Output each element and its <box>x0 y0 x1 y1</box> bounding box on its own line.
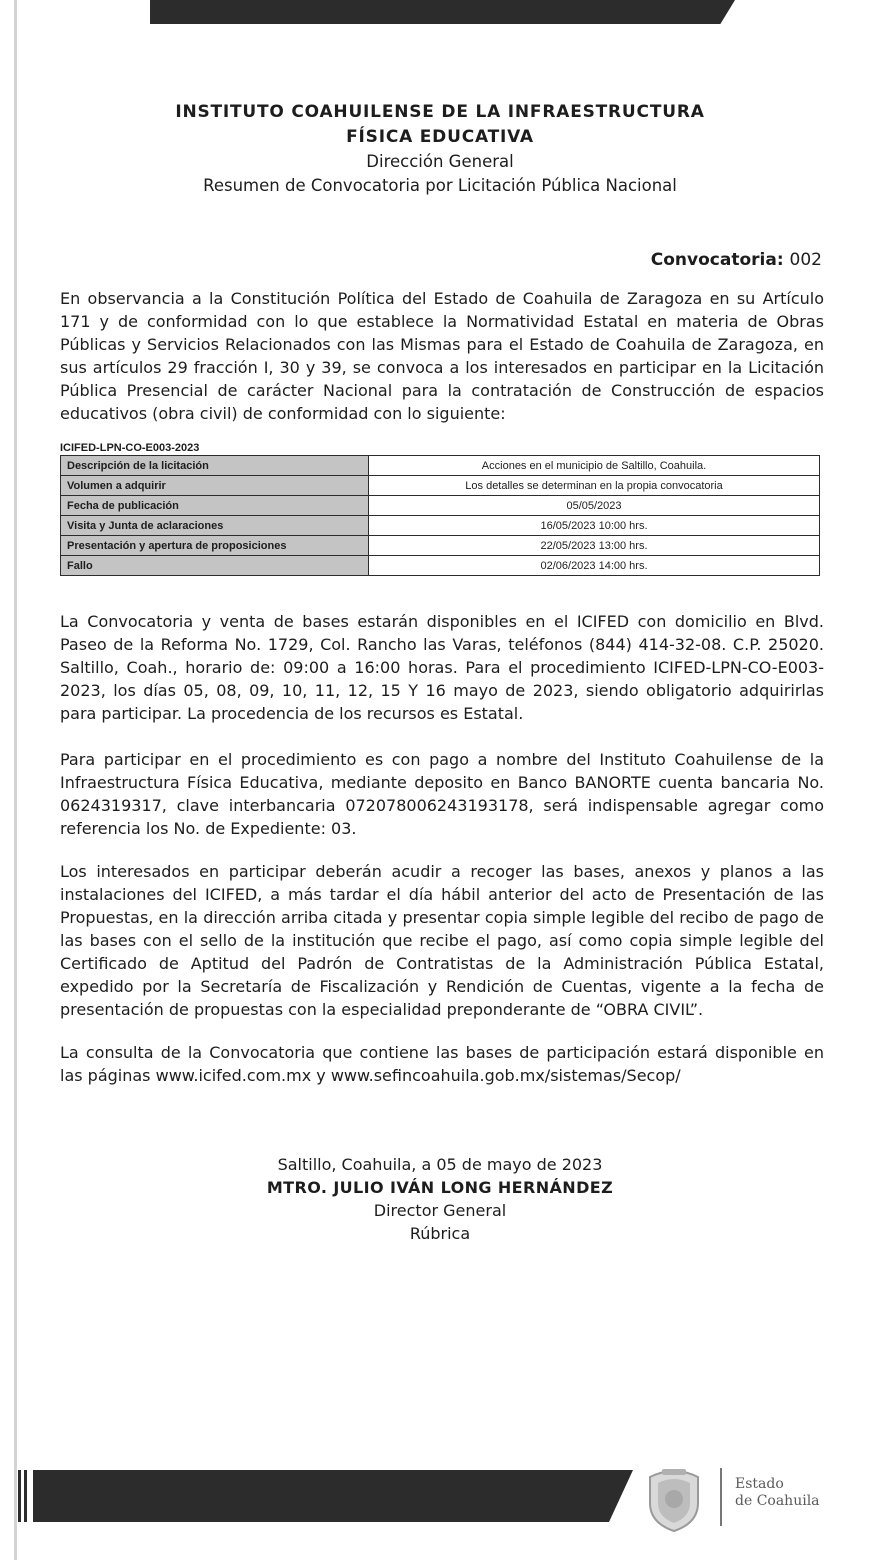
table-row <box>61 496 820 516</box>
table-row-value: 22/05/2023 13:00 hrs. <box>369 536 820 556</box>
consultation-paragraph: La consulta de la Convocatoria que contiene las bases de participación estará disponible en las páginas www.icifed.com.mx y www.sefincoahuila.gob.mx/sistemas/Secop/ <box>60 1043 824 1085</box>
direction-title: Dirección General <box>366 152 514 171</box>
table-row-label: Presentación y apertura de proposiciones <box>61 536 369 556</box>
signatory-name: MTRO. JULIO IVÁN LONG HERNÁNDEZ <box>266 1178 614 1197</box>
table-row <box>61 536 820 556</box>
signatory-title: Director General <box>373 1201 507 1220</box>
table-row-value: 02/06/2023 14:00 hrs. <box>369 556 820 576</box>
convocatoria-value: 002 <box>789 250 822 270</box>
logo-text-line1: Estado <box>735 1476 784 1492</box>
table-row-value: Acciones en el municipio de Saltillo, Coahuila. <box>369 456 820 476</box>
institute-name-line2: FÍSICA EDUCATIVA <box>346 127 534 147</box>
procedure-code: ICIFED-LPN-CO-E003-2023 <box>60 442 200 454</box>
institute-name-line1: INSTITUTO COAHUILENSE DE LA INFRAESTRUCTURA <box>175 102 705 122</box>
document-subtitle: Resumen de Convocatoria por Licitación Pública Nacional <box>203 176 677 195</box>
table-row-value: Los detalles se determinan en la propia convocatoria <box>369 476 820 496</box>
bases-availability-paragraph: La Convocatoria y venta de bases estarán disponibles en el ICIFED con domicilio en Blvd. Paseo de la Reforma No. 1729, Col. Rancho las Varas, teléfonos (844) 414-32-08. C.P. 25020. Saltillo, Coah., horario de: 09:00 a 16:00 horas. Para el procedimiento ICIFED-LPN-CO-E003-2023, los días 05, 08, 09, 10, 11, 12, 15 Y 16 mayo de 2023, siendo obligatorio adquirirlas para participar. La procedencia de los recursos es Estatal. <box>60 612 824 723</box>
signature-block <box>60 1153 820 1245</box>
table-row-label: Volumen a adquirir <box>61 476 369 496</box>
table-row-label: Fecha de publicación <box>61 496 369 516</box>
signature-rubrica: Rúbrica <box>409 1224 471 1243</box>
requirements-paragraph: Los interesados en participar deberán acudir a recoger las bases, anexos y planos a las instalaciones del ICIFED, a más tardar el día hábil anterior del acto de Presentación de las Propuestas, en la dirección arriba citada y presentar copia simple legible del recibo de pago de las bases con el sello de la institución que recibe el pago, así como copia simple legible del Certificado de Aptitud del Padrón de Contratistas de la Administración Pública Estatal, expedido por la Secretaría de Fiscalización y Rendición de Cuentas, vigente a la fecha de presentación de propuestas con la especialidad preponderante de “OBRA CIVIL”. <box>60 862 824 1019</box>
bottom-decorative-band <box>33 1470 633 1522</box>
state-logo-text <box>735 1476 820 1510</box>
intro-paragraph: En observancia a la Constitución Política del Estado de Coahuila de Zaragoza en su Artículo 171 y de conformidad con lo que establece la Normatividad Estatal en materia de Obras Públicas y Servicios Relacionados con las Mismas para el Estado de Coahuila de Zaragoza, en sus artículos 29 fracción I, 30 y 39, se convoca a los interesados en participar en la Licitación Pública Presencial de carácter Nacional para la contratación de Construcción de espacios educativos (obra civil) de conformidad con lo siguiente: <box>60 289 824 423</box>
table-row-label: Fallo <box>61 556 369 576</box>
bottom-stripe-bars <box>18 1470 30 1522</box>
table-row <box>61 516 820 536</box>
table-row-value: 16/05/2023 10:00 hrs. <box>369 516 820 536</box>
top-decorative-band <box>150 0 735 24</box>
table-row <box>61 456 820 476</box>
table-row-value: 05/05/2023 <box>369 496 820 516</box>
left-margin-rule <box>14 0 17 1560</box>
logo-separator <box>720 1468 722 1526</box>
table-row <box>61 556 820 576</box>
payment-paragraph: Para participar en el procedimiento es con pago a nombre del Instituto Coahuilense de la Infraestructura Física Educativa, mediante deposito en Banco BANORTE cuenta bancaria No. 0624319317, clave interbancaria 072078006243193178, será indispensable agregar como referencia los No. de Expediente: 03. <box>60 750 824 838</box>
state-seal-icon <box>640 1463 708 1533</box>
table-row <box>61 476 820 496</box>
logo-text-line2: de Coahuila <box>735 1493 820 1509</box>
convocatoria-label: Convocatoria: <box>650 250 784 270</box>
convocatoria-number <box>651 250 822 270</box>
table-row-label: Visita y Junta de aclaraciones <box>61 516 369 536</box>
tender-details-table <box>60 455 820 576</box>
document-header <box>60 100 820 198</box>
signature-place-date: Saltillo, Coahuila, a 05 de mayo de 2023 <box>277 1155 603 1174</box>
table-row-label: Descripción de la licitación <box>61 456 369 476</box>
